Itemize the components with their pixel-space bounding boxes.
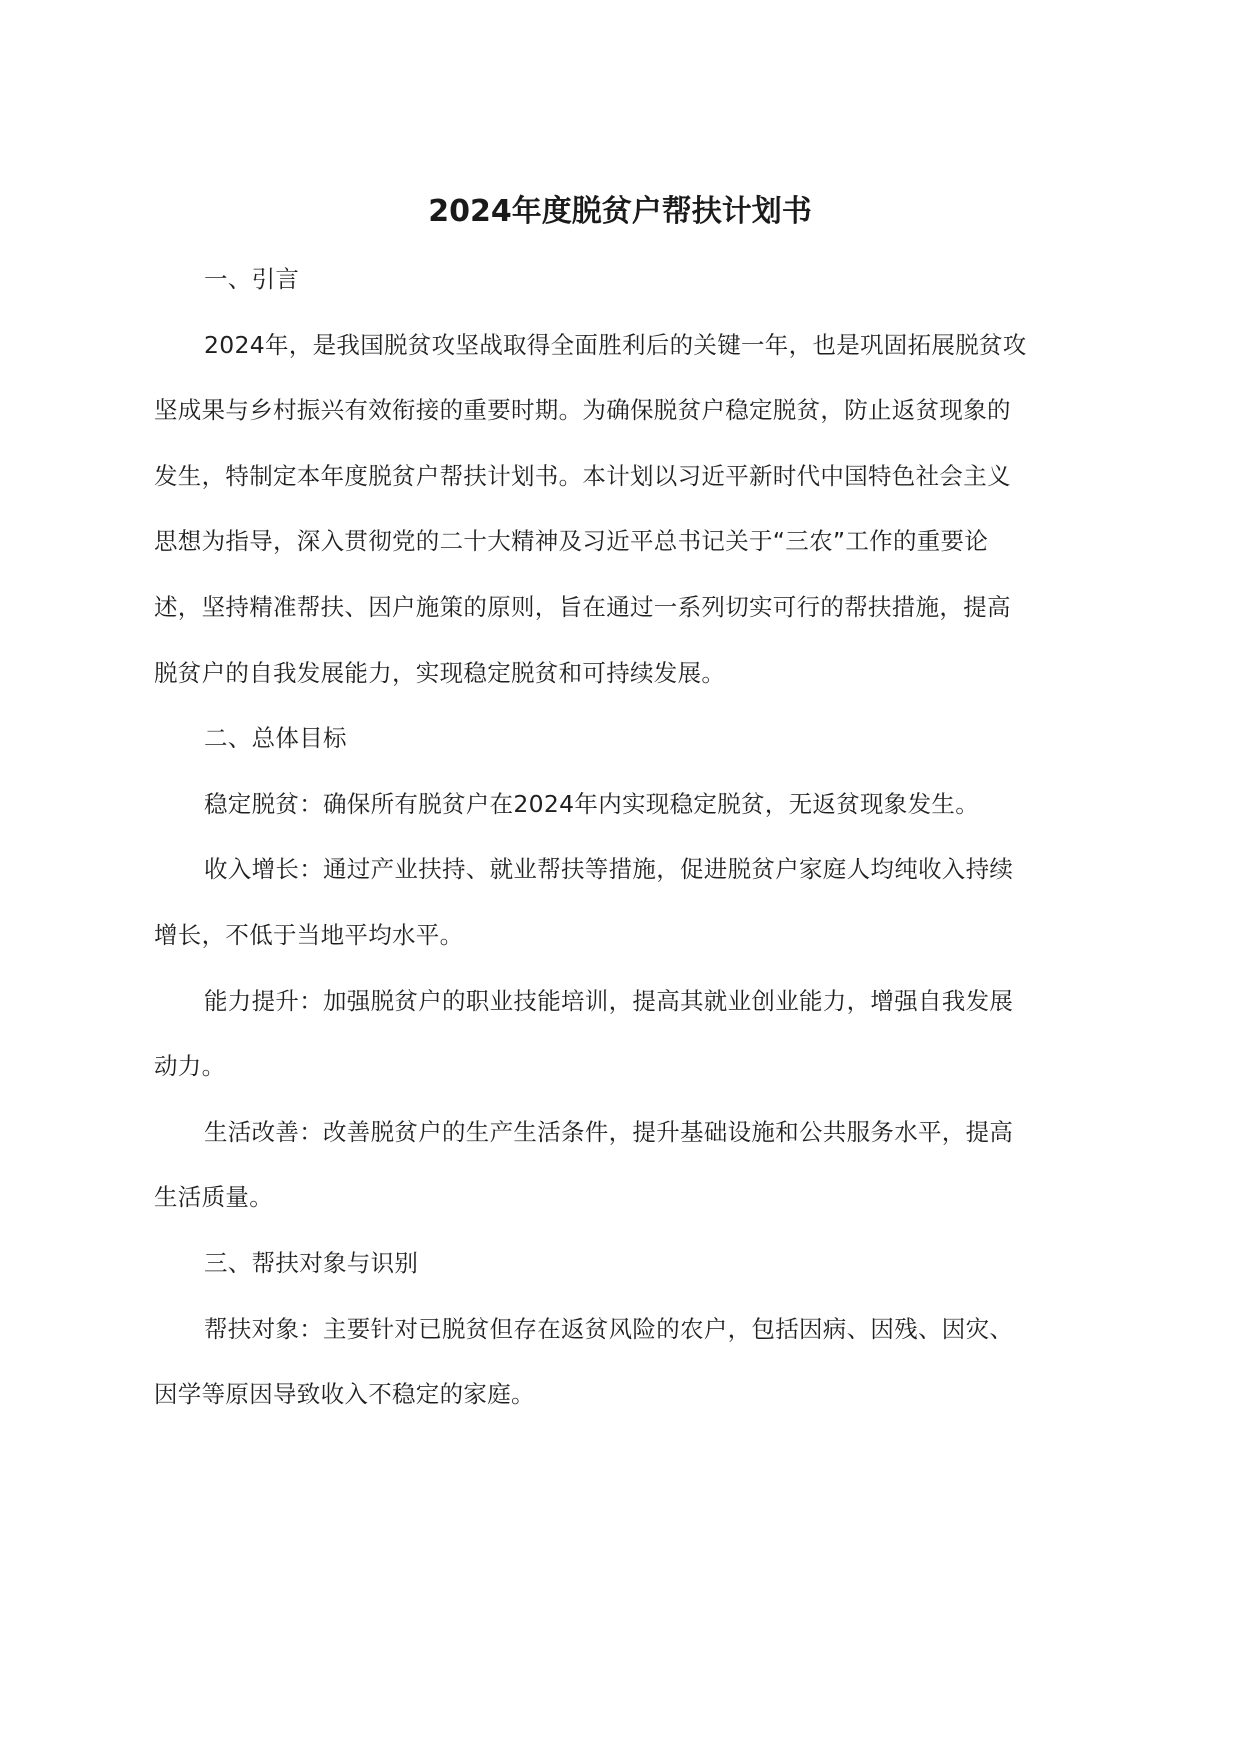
section-heading-overall-goals: 二、总体目标 — [204, 724, 347, 753]
paragraph-line: 思想为指导，深入贯彻党的二十大精神及习近平总书记关于“三农”工作的重要论 — [154, 527, 989, 556]
paragraph-line: 发生，特制定本年度脱贫户帮扶计划书。本计划以习近平新时代中国特色社会主义 — [154, 461, 1011, 490]
section-heading-targets: 三、帮扶对象与识别 — [204, 1248, 419, 1277]
paragraph-line: 稳定脱贫：确保所有脱贫户在2024年内实现稳定脱贫，无返贫现象发生。 — [204, 789, 980, 818]
paragraph-line: 增长，不低于当地平均水平。 — [154, 920, 464, 949]
document-body — [154, 252, 1062, 1433]
paragraph-line: 因学等原因导致收入不稳定的家庭。 — [154, 1380, 535, 1409]
document-title: 2024年度脱贫户帮扶计划书 — [428, 194, 812, 229]
section-heading-introduction: 一、引言 — [204, 265, 300, 293]
paragraph-line: 生活质量。 — [154, 1183, 273, 1212]
paragraph-line: 帮扶对象：主要针对已脱贫但存在返贫风险的农户，包括因病、因残、因灾、 — [204, 1314, 1014, 1343]
paragraph-line: 能力提升：加强脱贫户的职业技能培训，提高其就业创业能力，增强自我发展 — [204, 986, 1014, 1015]
paragraph-line: 收入增长：通过产业扶持、就业帮扶等措施，促进脱贫户家庭人均纯收入持续 — [204, 855, 1014, 884]
paragraph-line: 2024年，是我国脱贫攻坚战取得全面胜利后的关键一年，也是巩固拓展脱贫攻 — [204, 330, 1027, 359]
paragraph-line: 动力。 — [154, 1052, 226, 1081]
paragraph-line: 述，坚持精准帮扶、因户施策的原则，旨在通过一系列切实可行的帮扶措施，提高 — [154, 592, 1011, 621]
paragraph-line: 脱贫户的自我发展能力，实现稳定脱贫和可持续发展。 — [154, 658, 726, 687]
paragraph-line: 坚成果与乡村振兴有效衔接的重要时期。为确保脱贫户稳定脱贫，防止返贫现象的 — [154, 396, 1011, 425]
paragraph-line: 生活改善：改善脱贫户的生产生活条件，提升基础设施和公共服务水平，提高 — [204, 1117, 1014, 1146]
